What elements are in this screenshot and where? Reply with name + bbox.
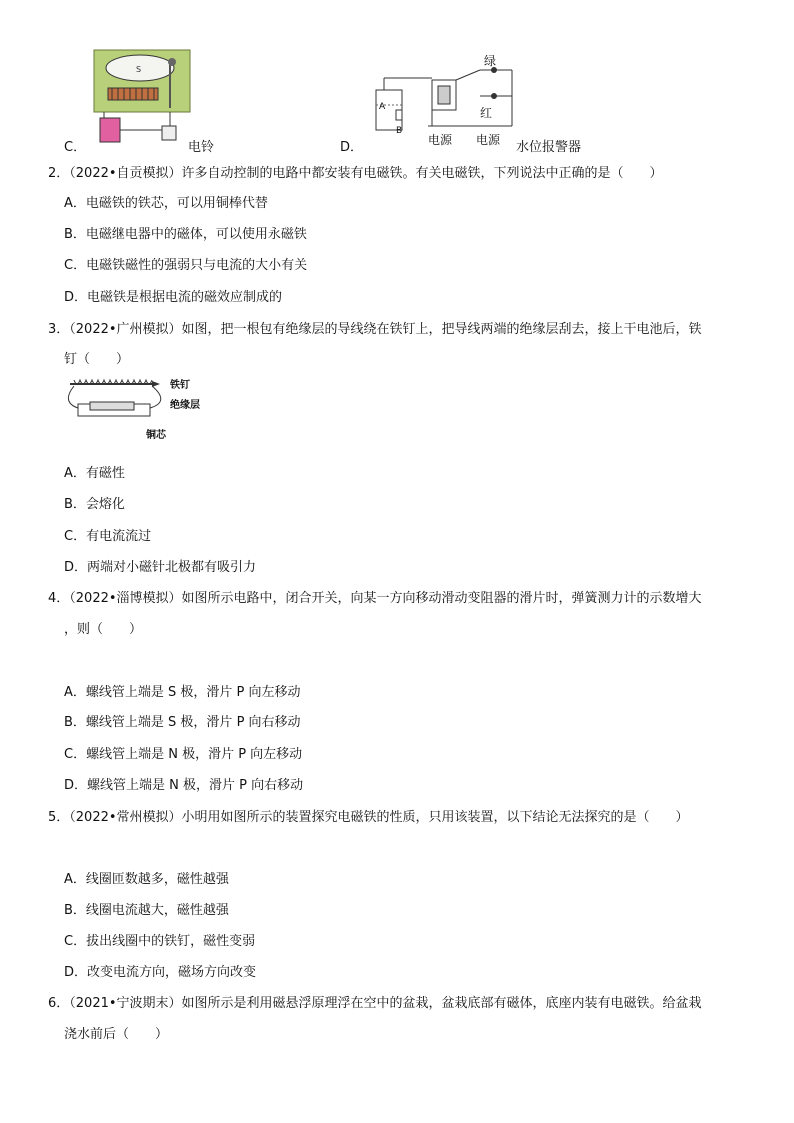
- question-2-option-d: D．电磁铁是根据电流的磁效应制成的: [64, 290, 283, 305]
- question-4-stem-line2: ，则（ ）: [64, 622, 143, 637]
- probe-b-label: B: [396, 126, 403, 136]
- question-3-stem-line2: 钉（ ）: [64, 352, 130, 367]
- label-copper-core: 铜芯: [146, 430, 166, 441]
- option-d-caption: 水位报警器: [516, 140, 582, 155]
- question-3-option-c: C．有电流流过: [64, 529, 152, 544]
- red-light-label: 红: [480, 106, 493, 120]
- question-5-option-a: A．线圈匝数越多，磁性越强: [64, 872, 229, 887]
- question-2-option-c: C．电磁铁磁性的强弱只与电流的大小有关: [64, 258, 308, 273]
- question-3-option-b: B．会熔化: [64, 497, 125, 512]
- power-source-1: 电源: [428, 133, 453, 147]
- question-3-option-d: D．两端对小磁针北极都有吸引力: [64, 560, 257, 575]
- question-5-option-b: B．线圈电流越大，磁性越强: [64, 903, 229, 918]
- question-2-stem: 2．（2022•自贡模拟）许多自动控制的电路中都安装有电磁铁。有关电磁铁，下列说法中正确的是（ ）: [48, 166, 663, 181]
- question-6-stem-line2: 浇水前后（ ）: [64, 1027, 169, 1042]
- electric-bell-figure: [90, 50, 200, 162]
- nail-coil-figure: [68, 372, 178, 422]
- label-insulation: 绝缘层: [170, 400, 200, 411]
- question-5-option-d: D．改变电流方向，磁场方向改变: [64, 965, 257, 980]
- question-4-option-d: D．螺线管上端是 N 极，滑片 P 向右移动: [64, 778, 304, 793]
- option-c-caption: 电铃: [188, 140, 215, 155]
- svg-text:S: S: [136, 65, 142, 74]
- green-light-label: 绿: [484, 54, 497, 68]
- question-4-option-a: A．螺线管上端是 S 极，滑片 P 向左移动: [64, 685, 301, 700]
- question-6-stem-line1: 6．（2021•宁波期末）如图所示是利用磁悬浮原理浮在空中的盆栽，盆栽底部有磁体，底座内装有电磁铁。给盆栽: [48, 996, 702, 1011]
- question-5-stem: 5．（2022•常州模拟）小明用如图所示的装置探究电磁铁的性质，只用该装置，以下结论无法探究的是（ ）: [48, 810, 689, 825]
- question-2-option-a: A．电磁铁的铁芯，可以用铜棒代替: [64, 196, 268, 211]
- probe-a-label: A: [379, 102, 386, 112]
- question-5-option-c: C．拔出线圈中的铁钉，磁性变弱: [64, 934, 256, 949]
- question-3-option-a: A．有磁性: [64, 466, 125, 481]
- power-source-2: 电源: [476, 133, 501, 147]
- option-c-label: C．: [64, 140, 87, 155]
- question-3-stem-line1: 3．（2022•广州模拟）如图，把一根包有绝缘层的导线绕在铁钉上，把导线两端的绝缘层刮去，接上干电池后，铁: [48, 322, 702, 337]
- question-4-option-b: B．螺线管上端是 S 极，滑片 P 向右移动: [64, 715, 301, 730]
- question-4-stem-line1: 4．（2022•淄博模拟）如图所示电路中，闭合开关，向某一方向移动滑动变阻器的滑片时，弹簧测力计的示数增大: [48, 591, 702, 606]
- option-d-label: D．: [340, 140, 364, 155]
- question-2-option-b: B．电磁继电器中的磁体，可以使用永磁铁: [64, 227, 307, 242]
- question-4-option-c: C．螺线管上端是 N 极，滑片 P 向左移动: [64, 747, 303, 762]
- label-nail: 铁钉: [170, 380, 190, 391]
